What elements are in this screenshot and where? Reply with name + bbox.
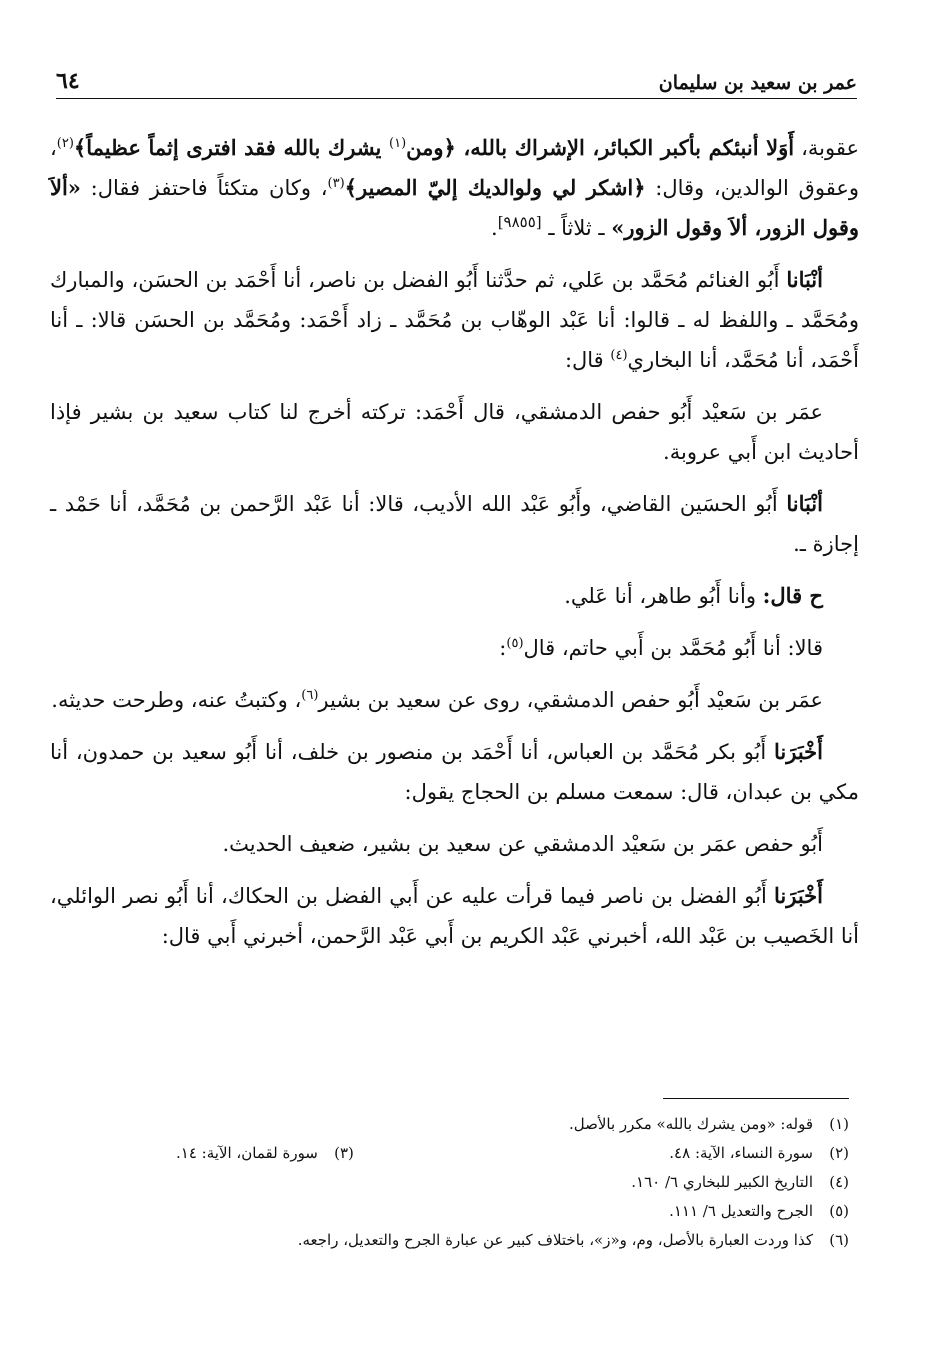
- footnote-number: (٥): [829, 1202, 849, 1220]
- hadith-reference: [٩٨٥٥]: [497, 213, 542, 231]
- page-header: [56, 58, 857, 99]
- text-segment: ، وكان متكئاً فاحتفز فقال:: [80, 176, 328, 200]
- paragraph: [50, 732, 859, 812]
- page-number: ٦٤: [56, 68, 80, 94]
- paragraph: [50, 824, 859, 864]
- footnote-marker: (٥): [506, 636, 524, 651]
- text-segment: وأنا أَبُو طاهر، أنا عَلي.: [564, 584, 763, 608]
- text-segment: عمَر بن سَعيْد أَبُو حفص الدمشقي، روى عن سعيد بن بشير: [318, 688, 823, 712]
- footnote-5: [56, 1197, 849, 1226]
- main-text: [50, 128, 859, 968]
- bold-text: أنْبَانا: [786, 491, 823, 516]
- bold-text: أنْبَانا: [786, 267, 823, 292]
- footnote-4: [56, 1168, 849, 1197]
- footnote-number: (٢): [829, 1144, 849, 1162]
- footnote-row: [56, 1139, 849, 1168]
- footnote-number: (٤): [829, 1173, 849, 1191]
- footnote-text: كذا وردت العبارة بالأصل، وم، و«ز»، باختلاف كبير عن عبارة الجرح والتعديل، راجعه.: [297, 1231, 813, 1249]
- paragraph: [50, 876, 859, 956]
- text-segment: قالا: أنا أَبُو مُحَمَّد بن أَبي حاتم، قال: [523, 636, 823, 660]
- footnote-text: قوله: «ومن يشرك بالله» مكرر بالأصل.: [569, 1115, 813, 1133]
- paragraph: [50, 680, 859, 720]
- footnote-marker: (٦): [301, 688, 319, 703]
- footnote-marker: (٣): [327, 176, 345, 191]
- bold-text: أَخْبَرَنا: [774, 739, 823, 764]
- text-segment: قال:: [564, 348, 611, 372]
- text-segment: أَبُو بكر مُحَمَّد بن العباس، أنا أَحْمَد بن منصور بن خلف، أنا أَبُو سعيد بن حمدون، أنا مكي بن عبدان، قال: سمعت مسلم بن الحجاج يقول:: [50, 740, 859, 804]
- footnote-number: (٦): [829, 1231, 849, 1249]
- text-segment: أَبُو الغنائم مُحَمَّد بن عَلي، ثم حدَّثنا أَبُو الفضل بن ناصر، أنا أَحْمَد بن الحسَن، والمبارك ومُحَمَّد ـ واللفظ له ـ قالوا: أنا عَبْد الوهّاب بن مُحَمَّد ـ زاد أَحْمَد: ومُحَمَّد بن الحسَن قالا: ـ أنا أَحْمَد، أنا مُحَمَّد، أنا البخاري: [50, 268, 859, 372]
- text-segment: عقوبة،: [794, 136, 859, 160]
- bold-text: ح قال:: [762, 583, 823, 608]
- text-segment: ، وكتبتُ عنه، وطرحت حديثه.: [51, 688, 302, 712]
- footnote-2: [669, 1139, 849, 1168]
- footnote-6: [56, 1226, 849, 1255]
- paragraph: [50, 484, 859, 564]
- footnote-text: سورة النساء، الآية: ٤٨.: [669, 1144, 813, 1162]
- footnote-3: [176, 1139, 354, 1168]
- paragraph: [50, 628, 859, 668]
- text-segment: أَبُو الفضل بن ناصر فيما قرأت عليه عن أَبي الفضل بن الحكاك، أنا أَبُو نصر الوائلي، أنا الخَصيب بن عَبْد الله، أخبرني عَبْد الكريم بن أَبي عَبْد الرَّحمن، أخبرني أَبي قال:: [50, 884, 859, 948]
- footnote-1: [56, 1110, 849, 1139]
- footnote-text: الجرح والتعديل ٦/ ١١١.: [669, 1202, 813, 1220]
- text-segment: ، وعقوق الوالدين، وقال:: [50, 136, 859, 200]
- text-segment: أَبُو الحسَين القاضي، وأَبُو عَبْد الله الأديب، قالا: أنا عَبْد الرَّحمن بن مُحَمَّد، أنا حَمْد ـ إجازة ـ.: [50, 492, 859, 556]
- footnote-divider: [663, 1098, 849, 1099]
- footnote-text: سورة لقمان، الآية: ١٤.: [176, 1144, 318, 1162]
- footnote-marker: (١): [389, 136, 407, 151]
- text-segment: ـ ثلاثاً ـ: [541, 216, 612, 240]
- footnotes: [56, 1110, 849, 1255]
- bold-text: أَخْبَرَنا: [774, 883, 823, 908]
- text-segment: عمَر بن سَعيْد أَبُو حفص الدمشقي، قال أَحْمَد: تركته أخرج لنا كتاب سعيد بن بشير فإذا أحاديث ابن أَبي عروبة.: [50, 400, 859, 464]
- footnote-marker: (٤): [610, 348, 628, 363]
- paragraph: [50, 128, 859, 248]
- running-title: عمر بن سعيد بن سليمان: [658, 72, 857, 94]
- paragraph: [50, 260, 859, 380]
- text-segment: :: [499, 636, 507, 660]
- bold-text: «ألاَ وقول الزور، ألاَ وقول الزور»: [50, 175, 859, 240]
- paragraph: [50, 392, 859, 472]
- text-segment: أَبُو حفص عمَر بن سَعيْد الدمشقي عن سعيد بن بشير، ضعيف الحديث.: [222, 832, 823, 856]
- bold-text: يشرك بالله فقد افترى إثماً عظيماً﴾: [73, 135, 390, 160]
- footnote-number: (٣): [334, 1144, 354, 1162]
- footnote-number: (١): [829, 1115, 849, 1133]
- footnote-marker: (٢): [56, 136, 74, 151]
- bold-text: ﴿اشكر لي ولوالديك إليّ المصير﴾: [344, 175, 646, 200]
- bold-text: أَوَلا أنبئكم بأكبر الكبائر، الإشراك بالله، ﴿ومن: [406, 135, 795, 160]
- footnote-text: التاريخ الكبير للبخاري ٦/ ١٦٠.: [631, 1173, 813, 1191]
- text-segment: .: [491, 216, 498, 240]
- paragraph: [50, 576, 859, 616]
